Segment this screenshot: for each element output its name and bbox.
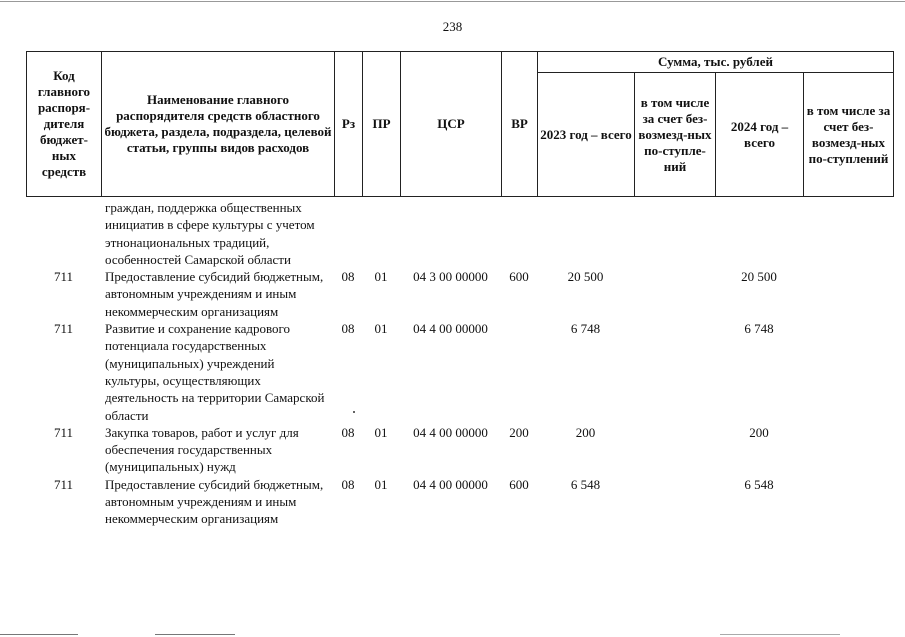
header-vr: ВР xyxy=(502,52,538,197)
cell-pr: 01 xyxy=(374,269,388,285)
header-2024-free: в том числе за счет без-возмезд-ных по-ступлений xyxy=(804,73,894,197)
cell-csr: 04 4 00 00000 xyxy=(413,476,488,492)
header-2023-free: в том числе за счет без-возмезд-ных по-ступле-ний xyxy=(635,73,716,197)
cell-rz: 08 xyxy=(341,321,355,337)
cell-code: 711 xyxy=(53,424,74,440)
cell-2023-free xyxy=(634,424,715,476)
cell-2023-total: 200 xyxy=(575,424,596,440)
cell-csr: 04 3 00 00000 xyxy=(413,269,488,285)
cell-code: 711 xyxy=(53,476,74,492)
scan-edge-top xyxy=(0,1,905,2)
cell-2023-free xyxy=(634,268,715,320)
cell-2023-total xyxy=(537,199,634,268)
cell-name: Развитие и сохранение кадрового потенциала государственных (муниципальных) учреждений культуры, осуществляющих деятельность на территории Самарской области xyxy=(105,321,325,423)
cell-code xyxy=(26,199,101,268)
table-row xyxy=(26,268,893,320)
cell-rz: 08 xyxy=(341,476,355,492)
cell-name: Закупка товаров, работ и услуг для обеспечения государственных (муниципальных) нужд xyxy=(105,424,299,475)
cell-name: Предоставление субсидий бюджетным, автономным учреждениям и иным некоммерческим организациям xyxy=(105,269,324,319)
table-header xyxy=(26,51,894,197)
cell-2024-free xyxy=(803,424,893,476)
table-row xyxy=(26,199,893,268)
cell-2024-free xyxy=(803,199,893,268)
cell-2023-free xyxy=(634,476,715,528)
cell-csr: 04 4 00 00000 xyxy=(413,424,488,440)
header-code: Код главного распоря-дителя бюджет-ных средств xyxy=(27,52,102,197)
table-row xyxy=(26,476,893,528)
table-row xyxy=(26,320,893,424)
cell-2023-free xyxy=(634,320,715,424)
cell-2024-total xyxy=(715,199,803,268)
cell-pr xyxy=(362,199,400,268)
header-2023-total: 2023 год – всего xyxy=(538,73,635,197)
table-body xyxy=(26,199,893,528)
cell-csr: 04 4 00 00000 xyxy=(413,321,488,337)
cell-2023-total: 6 748 xyxy=(570,321,601,337)
cell-rz: 08 xyxy=(341,424,355,440)
cell-2023-total: 20 500 xyxy=(567,269,604,285)
cell-2024-free xyxy=(803,476,893,528)
cell-2024-free xyxy=(803,320,893,424)
cell-vr: 600 xyxy=(509,476,529,492)
header-pr: ПР xyxy=(363,52,401,197)
cell-2024-total: 20 500 xyxy=(741,269,777,285)
cell-code: 711 xyxy=(53,321,74,337)
page-number: 238 xyxy=(442,19,463,34)
cell-pr: 01 xyxy=(374,424,388,440)
scan-edge-bottom-mid xyxy=(155,634,235,635)
cell-code: 711 xyxy=(53,269,74,285)
header-sum-title: Сумма, тыс. рублей xyxy=(538,52,894,73)
table-row xyxy=(26,424,893,476)
cell-2024-total: 200 xyxy=(749,424,769,440)
cell-pr: 01 xyxy=(374,321,388,337)
scan-edge-bottom-left xyxy=(0,634,78,635)
cell-2024-free xyxy=(803,268,893,320)
cell-vr: 200 xyxy=(509,424,529,440)
cell-2023-total: 6 548 xyxy=(570,476,601,492)
header-csr: ЦСР xyxy=(401,52,502,197)
header-name: Наименование главного распорядителя средств областного бюджета, раздела, подраздела, целевой статьи, группы видов расходов xyxy=(102,52,335,197)
cell-vr: 600 xyxy=(509,269,529,285)
cell-2024-total: 6 548 xyxy=(744,476,774,492)
cell-csr xyxy=(400,199,501,268)
header-rz: Рз xyxy=(335,52,363,197)
cell-2024-total: 6 748 xyxy=(744,321,774,337)
header-2024-total: 2024 год – всего xyxy=(716,73,804,197)
cell-name: граждан, поддержка общественных инициатив в сфере культуры с учетом этнонациональных традиций, особенностей Самарской области xyxy=(105,200,315,267)
cell-2023-free xyxy=(634,199,715,268)
scan-edge-bottom-right xyxy=(720,634,840,635)
cell-vr xyxy=(501,199,537,268)
cell-rz: 08 xyxy=(341,269,355,285)
cell-name: Предоставление субсидий бюджетным, автономным учреждениям и иным некоммерческим организациям xyxy=(105,476,324,527)
cell-pr: 01 xyxy=(374,476,388,492)
cell-rz xyxy=(334,199,362,268)
cell-vr xyxy=(501,320,537,424)
